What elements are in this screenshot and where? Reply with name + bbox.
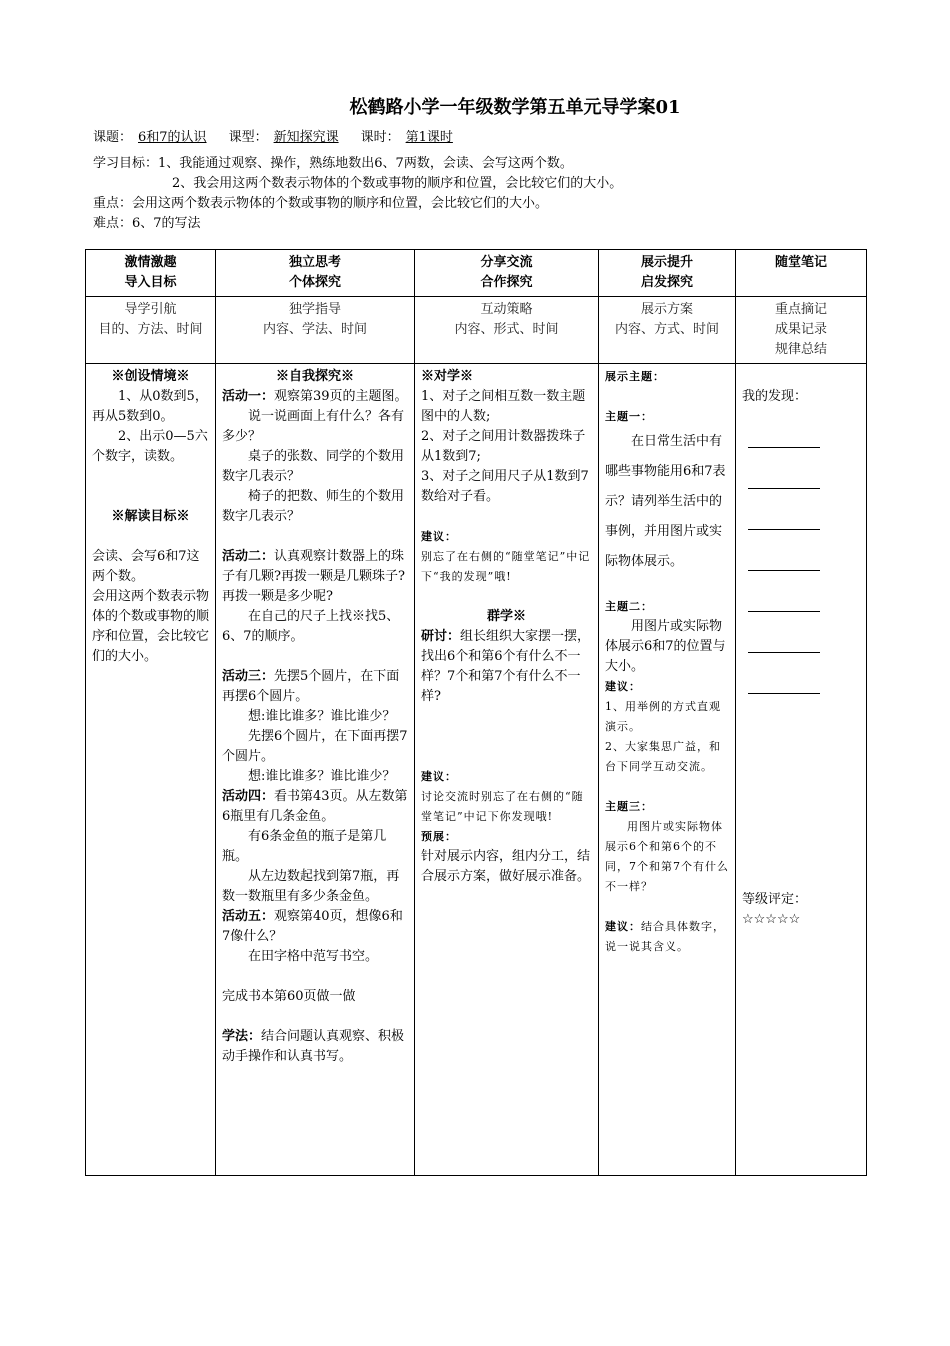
rating-label: 等级评定： bbox=[742, 892, 808, 907]
lesson-table bbox=[85, 249, 867, 1176]
subheader-cell: 展示方案 内容、方式、时间 bbox=[599, 297, 736, 364]
note-line[interactable] bbox=[748, 509, 820, 530]
note-line[interactable] bbox=[748, 673, 820, 694]
type-value: 新知探究课 bbox=[273, 130, 339, 145]
section-heading: ※自我探究※ bbox=[275, 369, 354, 384]
goal-line-2: 2、我会用这两个数表示物体的个数或事物的顺序和位置，会比较它们的大小。 bbox=[172, 176, 623, 191]
notes-column bbox=[736, 364, 867, 1176]
header-cell: 随堂笔记 bbox=[736, 250, 867, 297]
header-cell: 独立思考 个体探究 bbox=[216, 250, 415, 297]
intro-column: ※创设情境※ 1、从0数到5，再从5数到0。 2、出示0—5六个数字，读数。 ※解读目标※ 会读、会写6和7这两个数。 会用这两个数表示物体的个数或事物的顺序和位置，会比较它们的大小。 bbox=[86, 364, 216, 1176]
note-line[interactable] bbox=[748, 427, 820, 448]
lesson-meta bbox=[93, 126, 459, 145]
header-cell: 激情激趣 导入目标 bbox=[86, 250, 216, 297]
key-point: 重点：会用这两个数表示物体的个数或事物的顺序和位置，会比较它们的大小。 bbox=[93, 196, 549, 211]
note-line[interactable] bbox=[748, 591, 820, 612]
subheader-cell: 导学引航 目的、方法、时间 bbox=[86, 297, 216, 364]
section-heading: ※创设情境※ bbox=[111, 369, 190, 384]
period-label: 课时： bbox=[360, 130, 400, 145]
group-study-column: ※对学※ 1、对子之间相互数一数主题图中的人数; 2、对子之间用计数器拨珠子从1数到7; 3、对子之间用尺子从1数到7数给对子看。 建议： 别忘了在右侧的“随堂笔记”中记下“我的发现”哦! 群学※ 研讨：组长组织大家摆一摆，找出6个和第6个有什么不一样？7个和第7个有什么不一样? 建议： 讨论交流时别忘了在右侧的“随堂笔记”中记下你发现哦! 预展： 针对展示内容，组内分工，结合展示方案，做好展示准备。 bbox=[415, 364, 599, 1176]
difficulty-point: 难点：6、7的写法 bbox=[93, 216, 201, 231]
header-row bbox=[86, 250, 867, 297]
note-line[interactable] bbox=[748, 468, 820, 489]
topic-label: 课题： bbox=[93, 130, 133, 145]
section-heading: ※解读目标※ bbox=[111, 509, 190, 524]
type-label: 课型： bbox=[228, 130, 268, 145]
goal-line-1: 学习目标：1、我能通过观察、操作，熟练地数出6、7两数，会读、会写这两个数。 bbox=[93, 156, 573, 171]
section-heading: ※对学※ bbox=[421, 369, 474, 384]
note-line[interactable] bbox=[748, 632, 820, 653]
subheader-cell: 重点摘记 成果记录 规律总结 bbox=[736, 297, 867, 364]
rating-stars[interactable]: ☆☆☆☆☆ bbox=[742, 912, 801, 927]
header-cell: 展示提升 启发探究 bbox=[599, 250, 736, 297]
self-study-column: ※自我探究※ 活动一：观察第39页的主题图。 说一说画面上有什么？各有多少？ 桌子的张数、同学的个数用数字几表示？ 椅子的把数、师生的个数用数字几表示？ 活动二：认真观察计数器上的珠子有几颗?再拨一颗是几颗珠子?再拨一颗是多少呢? 在自己的尺子上找※找5、6、7的顺序。 活动三：先摆5个圆片，在下面再摆6个圆片。 想:谁比谁多？谁比谁少？ 先摆6个圆片，在下面再摆7个圆片。 想:谁比谁多？谁比谁少？ 活动四：看书第43页。从左数第6瓶里有几条金鱼。 有6条金鱼的瓶子是第几瓶。 从左边数起找到第7瓶，再数一数瓶里有多少条金鱼。 活动五：观察第40页，想像6和7像什么？ 在田字格中范写书空。 完成书本第60页做一做 学法：结合问题认真观察、积极动手操作和认真书写。 bbox=[216, 364, 415, 1176]
section-heading: 群学※ bbox=[486, 609, 526, 624]
discovery-label: 我的发现： bbox=[742, 389, 808, 404]
subheader-cell: 独学指导 内容、学法、时间 bbox=[216, 297, 415, 364]
presentation-column: 展示主题： 主题一： 在日常生活中有哪些事物能用6和7表示？请列举生活中的事例，并用图片或实际物体展示。 主题二： 用图片或实际物体展示6和7的位置与大小。 建议： 1、用举例的方式直观演示。 2、大家集思广益，和台下同学互动交流。 主题三： 用图片或实际物体展示6个和第6个的不同，7个和第7个有什么不一样？ 建议：结合具体数字，说一说其含义。 bbox=[599, 364, 736, 1176]
content-row bbox=[86, 364, 867, 1176]
header-cell: 分享交流 合作探究 bbox=[415, 250, 599, 297]
topic-value: 6和7的认识 bbox=[138, 130, 207, 145]
note-line[interactable] bbox=[748, 550, 820, 571]
learning-goals bbox=[93, 154, 622, 234]
document-title: 松鹤路小学一年级数学第五单元导学案01 bbox=[349, 97, 681, 118]
subheader-row bbox=[86, 297, 867, 364]
subheader-cell: 互动策略 内容、形式、时间 bbox=[415, 297, 599, 364]
section-heading: 展示主题： bbox=[605, 370, 665, 383]
period-value: 第1课时 bbox=[405, 130, 453, 145]
